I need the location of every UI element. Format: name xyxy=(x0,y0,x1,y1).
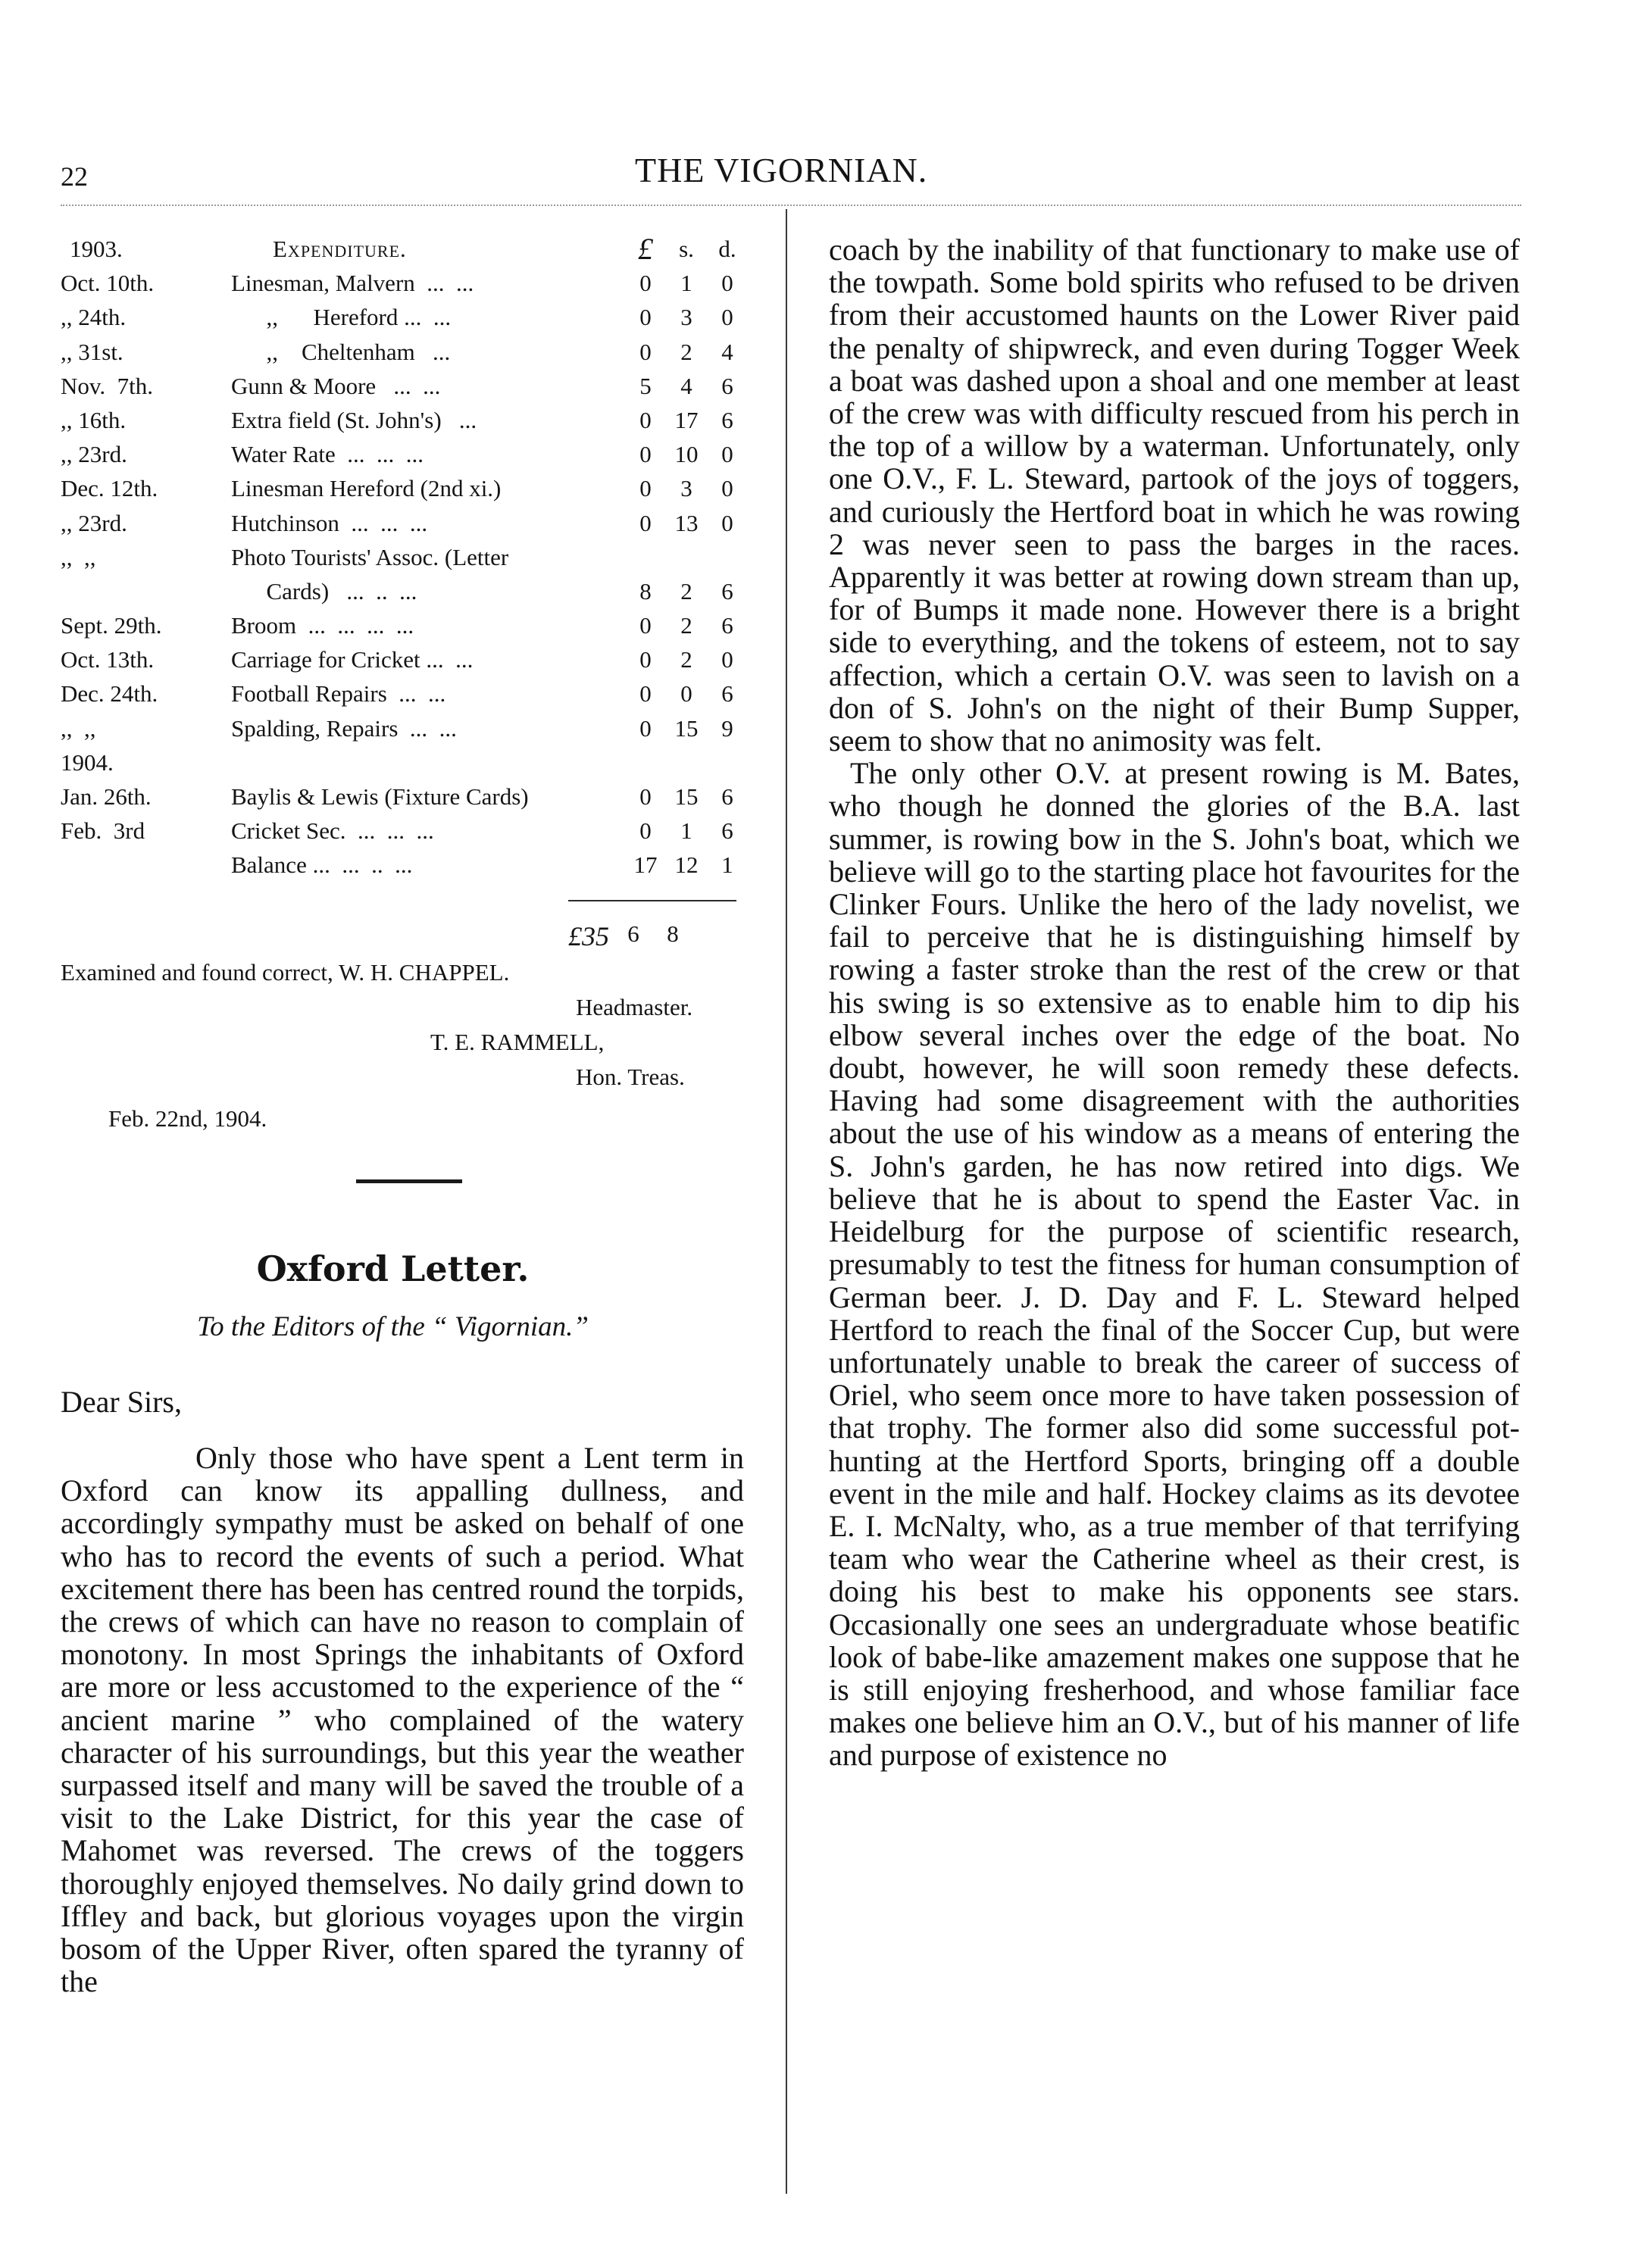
row-pence: 0 xyxy=(721,304,733,331)
row-item: Baylis & Lewis (Fixture Cards) xyxy=(231,783,529,810)
letter-title: Oxford Letter. xyxy=(256,1248,530,1289)
examiner-role: Headmaster. xyxy=(576,994,693,1020)
row-pounds: 0 xyxy=(639,406,652,433)
row-pounds: 0 xyxy=(639,270,652,297)
total-pounds: £35 xyxy=(568,921,609,951)
total-rule xyxy=(568,900,736,901)
row-pounds: 0 xyxy=(639,817,652,845)
row-date: ,, ,, xyxy=(61,543,96,570)
total-shillings: 6 xyxy=(627,920,639,947)
examination-date: Feb. 22nd, 1904. xyxy=(108,1105,267,1132)
row-shillings: 13 xyxy=(674,509,699,536)
letter-paragraph: Only those who have spent a Lent term in Oxford can know its appalling dullness, and accordingly sympathy must be asked on behalf of one who has to record the events of such a period. What excitement there has been has centred round the torpids, the crews of which can have no reason to complain of monotony. In most Springs the inhabitants of Oxford are more or less accustomed to the experience of the “ ancient marine ” who complained of the watery character of his surroundings, but this year the weather surpassed itself and many will be saved the trouble of a visit to the Lake District, for this year the case of Mahomet was reversed. The crews of the toggers thoroughly enjoyed themselves. No daily grind down to Iffley and back, but glorious voyages upon the virgin bosom of the Upper River, often spared the tyranny of the xyxy=(61,1441,744,1999)
row-shillings: 3 xyxy=(680,475,692,502)
expenditure-row xyxy=(61,369,742,403)
expenditure-row xyxy=(61,300,742,334)
row-pounds: 17 xyxy=(633,851,658,879)
row-pounds: 0 xyxy=(639,304,652,331)
row-pounds: 8 xyxy=(639,577,652,604)
row-item: Spalding, Repairs ... ... xyxy=(231,714,457,742)
row-shillings: 0 xyxy=(680,680,692,708)
row-pounds: 0 xyxy=(639,680,652,708)
expenditure-row xyxy=(61,814,742,848)
letter-paragraph: coach by the inability of that functionary to make use of the towpath. Some bold spirits who refused to be driven from their accustomed haunts on the Lower River paid the penalty of shipwreck, and even during Togger Week a boat was dashed upon a shoal and one member at least of the crew was with difficulty rescued from his perch in the top of a willow by a waterman. Unfortunately, only one O.V., F. L. Steward, partook of the joys of toggers, and curiously the Hertford boat in which he was rowing 2 was never seen to pass the barges in the races. Apparently it was better at rowing down stream than up, for of Bumps it made none. However there is a bright side to everything, and the tokens of esteem, not to say affection, which a certain O.V. was seen to lavish on a don of S. John's on the night of their Bump Supper, seem to show that no animosity was felt. xyxy=(829,233,1520,758)
row-pence: 6 xyxy=(721,680,733,708)
row-date: ,, 24th. xyxy=(61,304,127,331)
expenditure-row xyxy=(61,608,742,642)
row-item: Linesman, Malvern ... ... xyxy=(231,270,474,297)
row-shillings: 2 xyxy=(680,612,692,639)
expenditure-row xyxy=(61,676,742,711)
row-pence: 0 xyxy=(721,646,733,673)
examination-statement: Examined and found correct, W. H. CHAPPEL. xyxy=(61,959,510,986)
row-pounds: 0 xyxy=(639,612,652,639)
letter-paragraph: The only other O.V. at present rowing is M. Bates, who though he donned the glories of the B.A. last summer, is rowing bow in the S. John's boat, which we believe will go to the starting place hot favourites for the Clinker Fours. Unlike the hero of the lady novelist, we fail to perceive that he is distinguishing himself by rowing a faster stroke than the rest of the crew or that his swing is so extensive as to enable him to dip his elbow several inches over the edge of the boat. No doubt, however, he will soon remedy these defects. Having had some disagreement with the authorities about the use of his window as a means of entering the S. John's garden, he has now retired into digs. We believe that he is about to spend the Easter Vac. in Heidelburg for the purpose of scientific research, presumably to test the fitness for human consumption of German beer. J. D. Day and F. L. Steward helped Hertford to reach the final of the Soccer Cup, but were unfortunately unable to break the career of success of Oriel, who seem once more to have taken possession of that trophy. The former also did some successful pot-hunting at the Hertford Sports, bringing off a double event in the mile and half. Hockey claims as its devotee E. I. McNalty, who, as a true member of that terrifying team who wear the Catherine wheel as their crest, is doing his best to make his opponents see stars. Occasionally one sees an undergraduate whose beatific look of babe-like amazement makes one suppose that he is still enjoying fresherhood, and whose familiar face makes one believe him an O.V., but of his manner of life and purpose of existence no xyxy=(829,756,1520,1773)
expenditure-row xyxy=(61,711,742,745)
expenditure-row xyxy=(61,266,742,300)
section-rule xyxy=(356,1179,462,1183)
row-item: Photo Tourists' Assoc. (Letter xyxy=(231,543,509,570)
row-pence: 0 xyxy=(721,441,733,468)
row-item: Cricket Sec. ... ... ... xyxy=(231,817,434,845)
total-row xyxy=(568,920,736,954)
row-item: Extra field (St. John's) ... xyxy=(231,406,477,433)
treasurer-name: T. E. RAMMELL, xyxy=(430,1029,605,1055)
row-shillings: 15 xyxy=(674,714,699,742)
expenditure-row xyxy=(61,779,742,814)
row-item: ,, Hereford ... ... xyxy=(231,304,452,331)
row-pence: 0 xyxy=(721,270,733,297)
total-pence: 8 xyxy=(667,920,679,947)
row-pence: 6 xyxy=(721,612,733,639)
row-pounds: 0 xyxy=(639,646,652,673)
expenditure-header-row xyxy=(61,232,742,266)
row-date: Nov. 7th. xyxy=(61,372,153,399)
expenditure-table xyxy=(61,232,742,883)
row-pounds: 0 xyxy=(639,509,652,536)
row-shillings: 3 xyxy=(680,304,692,331)
expenditure-rows xyxy=(61,266,742,882)
letter-subtitle: To the Editors of the “ Vigornian.” xyxy=(196,1311,589,1342)
row-pence: 1 xyxy=(721,851,733,879)
row-pence: 0 xyxy=(721,475,733,502)
row-date: 1904. xyxy=(61,748,114,776)
expenditure-row xyxy=(61,574,742,608)
row-pounds: 0 xyxy=(639,714,652,742)
page-number: 22 xyxy=(61,161,88,192)
row-item: Gunn & Moore ... ... xyxy=(231,372,441,399)
row-pounds: 0 xyxy=(639,783,652,810)
left-column-body xyxy=(61,1442,744,1998)
expenditure-row xyxy=(61,642,742,676)
expenditure-row xyxy=(61,437,742,471)
row-pounds: 5 xyxy=(639,372,652,399)
row-date: Sept. 29th. xyxy=(61,612,162,639)
row-shillings: 4 xyxy=(680,372,692,399)
row-pence: 6 xyxy=(721,406,733,433)
row-date: ,, 23rd. xyxy=(61,441,127,468)
pounds-header: £ xyxy=(638,232,653,266)
row-shillings: 12 xyxy=(674,851,699,879)
row-pence: 6 xyxy=(721,577,733,604)
row-item: Carriage for Cricket ... ... xyxy=(231,646,474,673)
salutation: Dear Sirs, xyxy=(61,1385,182,1419)
row-shillings: 1 xyxy=(680,270,692,297)
row-pounds: 0 xyxy=(639,475,652,502)
row-pence: 6 xyxy=(721,817,733,845)
row-shillings: 1 xyxy=(680,817,692,845)
row-shillings: 17 xyxy=(674,406,699,433)
expenditure-row xyxy=(61,335,742,369)
row-date: ,, 16th. xyxy=(61,406,127,433)
shillings-header: s. xyxy=(679,236,694,262)
row-date: Dec. 24th. xyxy=(61,680,158,708)
row-date: Oct. 13th. xyxy=(61,646,155,673)
row-pence: 9 xyxy=(721,714,733,742)
row-pounds: 0 xyxy=(639,338,652,365)
row-date: Dec. 12th. xyxy=(61,475,158,502)
row-item: Hutchinson ... ... ... xyxy=(231,509,428,536)
running-title: THE VIGORNIAN. xyxy=(635,151,928,189)
row-pounds: 0 xyxy=(639,441,652,468)
row-shillings: 2 xyxy=(680,338,692,365)
row-date: ,, 23rd. xyxy=(61,509,127,536)
row-shillings: 10 xyxy=(674,441,699,468)
column-divider xyxy=(786,209,787,2194)
year-label: 1903. xyxy=(70,236,123,262)
pence-header: d. xyxy=(718,236,736,262)
row-date: Jan. 26th. xyxy=(61,783,152,810)
row-shillings: 2 xyxy=(680,577,692,604)
expenditure-row xyxy=(61,471,742,505)
expenditure-row xyxy=(61,848,742,882)
row-shillings: 15 xyxy=(674,783,699,810)
expenditure-row xyxy=(61,745,742,779)
row-item: ,, Cheltenham ... xyxy=(231,338,451,365)
right-column-body xyxy=(829,233,1520,1772)
row-pence: 6 xyxy=(721,783,733,810)
row-item: Football Repairs ... ... xyxy=(231,680,446,708)
row-item: Cards) ... .. ... xyxy=(231,577,417,604)
expenditure-heading: Expenditure. xyxy=(273,236,407,262)
row-date: Feb. 3rd xyxy=(61,817,145,845)
row-date: Oct. 10th. xyxy=(61,270,155,297)
header-rule xyxy=(61,205,1521,206)
row-item: Water Rate ... ... ... xyxy=(231,441,424,468)
row-item: Balance ... ... .. ... xyxy=(231,851,413,879)
expenditure-row xyxy=(61,403,742,437)
row-item: Broom ... ... ... ... xyxy=(231,612,414,639)
row-pence: 4 xyxy=(721,338,733,365)
expenditure-row xyxy=(61,540,742,574)
row-item: Linesman Hereford (2nd xi.) xyxy=(231,475,502,502)
row-date: ,, 31st. xyxy=(61,338,123,365)
row-pence: 6 xyxy=(721,372,733,399)
row-pence: 0 xyxy=(721,509,733,536)
treasurer-role: Hon. Treas. xyxy=(576,1064,685,1090)
row-shillings: 2 xyxy=(680,646,692,673)
row-date: ,, ,, xyxy=(61,714,96,742)
expenditure-row xyxy=(61,506,742,540)
